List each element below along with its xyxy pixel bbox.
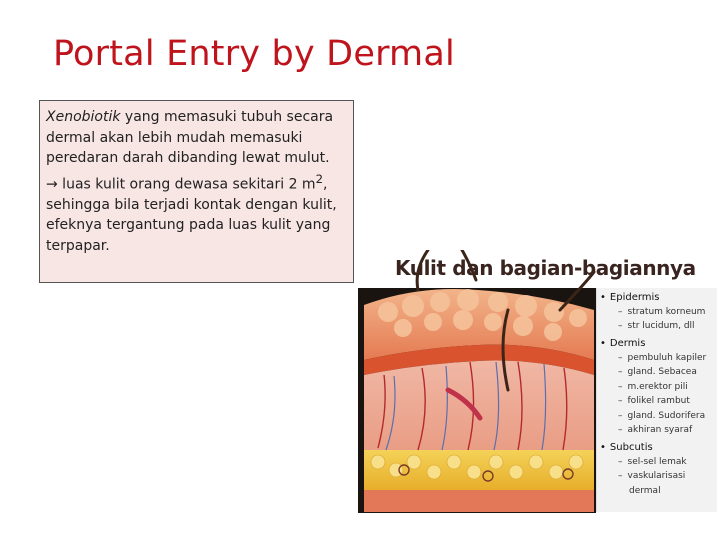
legend-item: – sel-sel lemak [618,457,687,467]
description-paragraph [46,107,347,169]
description-text-3: , sehingga bila terjadi kontak dengan kulit, efeknya tergantung pada luas kulit yang terpapar. [46,176,337,254]
legend-item: – stratum korneum [618,307,705,317]
xenobiotik-term: Xenobiotik [46,109,121,125]
legend-item: – str lucidum, dll [618,321,695,331]
legend-item: • Dermis [600,338,645,349]
arrow-icon: → [46,176,58,193]
description-paragraph-2 [46,169,347,257]
description-textbox [39,100,354,283]
figure-title: Kulit dan bagian-bagiannya [395,256,696,280]
legend-item: – m.erektor pili [618,382,688,392]
legend-item: – vaskularisasi [618,471,685,481]
legend-item: – gland. Sebacea [618,367,697,377]
legend-item: • Subcutis [600,442,653,453]
legend-item: – folikel rambut [618,396,690,406]
description-text-2: luas kulit orang dewasa sekitari 2 m [57,176,316,193]
legend-item: – gland. Sudorifera [618,411,705,421]
superscript-2: 2 [315,171,323,186]
legend-item: – pembuluh kapiler [618,353,706,363]
legend-item: – akhiran syaraf [618,425,692,435]
legend-item: • Epidermis [600,292,660,303]
description-text-1: yang memasuki tubuh secara dermal akan lebih mudah memasuki peredaran darah dibanding lewat mulut. [46,109,334,166]
slide-title: Portal Entry by Dermal [53,34,455,74]
legend-item: dermal [629,485,661,496]
